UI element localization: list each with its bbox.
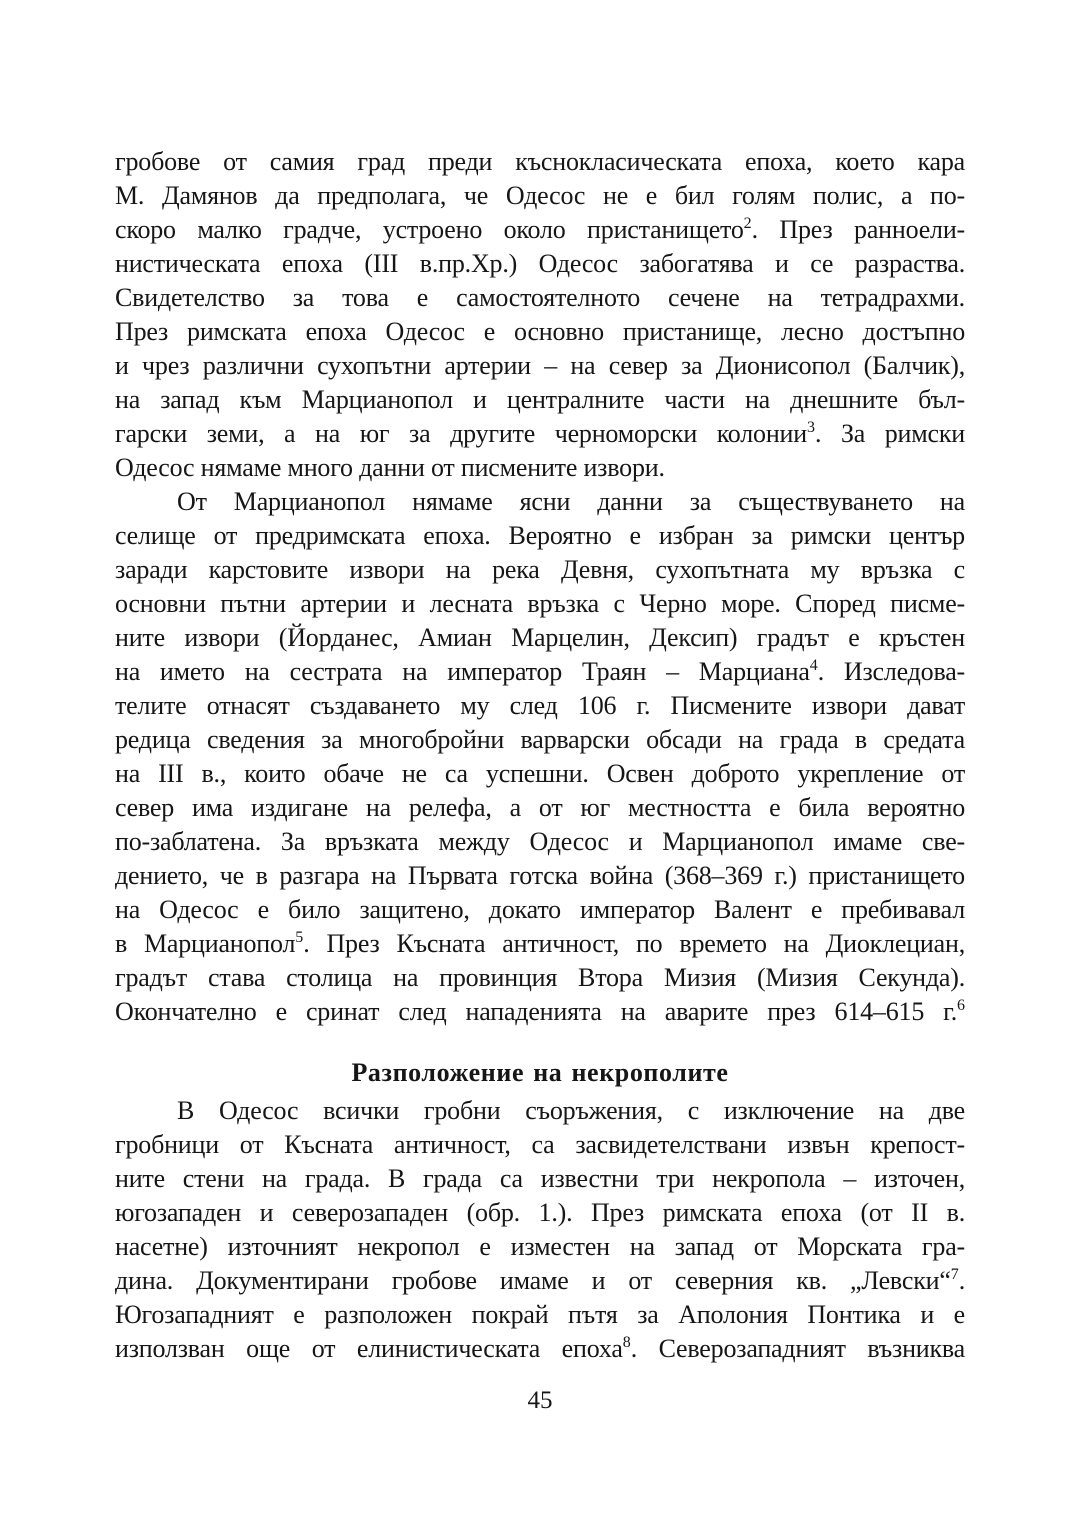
text-line: нистическата епоха (III в.пр.Хр.) Одесос забогатява и се разраства. xyxy=(115,249,965,278)
footnote-reference: 4 xyxy=(809,657,818,674)
text-line: на името на сестрата на император Траян – Марциана$^4$. Изследова- xyxy=(115,657,965,686)
text-line: на запад към Марцианопол и централните части на днешните бъл- xyxy=(115,385,965,414)
footnote-reference: 6 xyxy=(957,997,965,1014)
footnote-reference: 8 xyxy=(622,1334,631,1351)
text-line: в Марцианопол$^5$. През Късната античност, по времето на Диоклециан, xyxy=(115,929,966,958)
text-line: север има издигане на релефа, а от юг местността е била вероятно xyxy=(115,793,965,822)
text-line: дина. Документирани гробове имаме и от северния кв. „Левски“$^7$. xyxy=(115,1266,965,1295)
text-line: Одесос нямаме много данни от писмените извори. xyxy=(115,453,665,482)
text-line: редица сведения за многобройни варварски обсади на града в средата xyxy=(115,725,965,754)
text-line: югозападен и северозападен (обр. 1.). През римската епоха (от II в. xyxy=(115,1198,965,1227)
text-line: В Одесос всички гробни съоръжения, с изключение на две xyxy=(177,1096,965,1125)
text-line: Югозападният е разположен покрай пътя за Аполония Понтика и е xyxy=(115,1300,965,1329)
text-line: на III в., които обаче не са успешни. Освен доброто укрепление от xyxy=(115,759,965,788)
footnote-reference: 5 xyxy=(295,929,304,946)
text-line: селище от предримската епоха. Вероятно е избран за римски център xyxy=(115,521,965,550)
text-line: използван още от елинистическата епоха$^8$. Северозападният възниква xyxy=(115,1334,966,1363)
section-heading: Разположение на некрополите xyxy=(351,1058,729,1087)
text-line: телите отнасят създаването му след 106 г. Писмените извори дават xyxy=(115,691,965,720)
text-line: насетне) източният некропол е изместен на запад от Морската гра- xyxy=(115,1232,965,1261)
text-line: гробове от самия град преди къснокласическата епоха, което кара xyxy=(115,147,965,176)
text-line: М. Дамянов да предполага, че Одесос не е бил голям полис, а по- xyxy=(115,181,965,210)
footnote-reference: 7 xyxy=(950,1266,959,1283)
footnote-reference: 2 xyxy=(743,215,752,232)
page-number: 45 xyxy=(527,1387,553,1414)
text-line: Свидетелство за това е самостоятелното сечене на тетрадрахми. xyxy=(115,283,965,312)
text-line: Окончателно е сринат след нападенията на аварите през 614–615 г.$^6$ xyxy=(115,997,965,1026)
text-line: заради карстовите извори на река Девня, сухопътната му връзка с xyxy=(115,555,965,584)
text-line: скоро малко градче, устроено около пристанището$^2$. През ранноели- xyxy=(115,215,965,244)
text-line: гробници от Късната античност, са засвидетелствани извън крепост- xyxy=(115,1130,965,1159)
text-line: градът става столица на провинция Втора Мизия (Мизия Секунда). xyxy=(115,963,965,992)
text-line: и чрез различни сухопътни артерии – на север за Дионисопол (Балчик), xyxy=(115,351,965,380)
paragraph xyxy=(115,485,965,1029)
text-body xyxy=(115,145,965,1366)
text-line: основни пътни артерии и лесната връзка с Черно море. Според писме- xyxy=(115,589,965,618)
text-line: гарски земи, а на юг за другите черноморски колонии$^3$. За римски xyxy=(115,419,965,448)
text-line: ните извори (Йорданес, Амиан Марцелин, Дексип) градът е кръстен xyxy=(115,623,965,652)
footnote-reference: 3 xyxy=(807,419,815,436)
paragraph xyxy=(115,1094,965,1366)
text-line: на Одесос е било защитено, докато император Валент е пребивавал xyxy=(115,895,965,924)
paragraph xyxy=(115,145,965,485)
text-line: От Марцианопол нямаме ясни данни за съществуването на xyxy=(177,487,965,516)
text-line: ните стени на града. В града са известни три некропола – източен, xyxy=(115,1164,965,1193)
text-line: През римската епоха Одесос е основно пристанище, лесно достъпно xyxy=(115,317,965,346)
text-line: по-заблатена. За връзката между Одесос и Марцианопол имаме све- xyxy=(115,827,965,856)
text-line: дението, че в разгара на Първата готска война (368–369 г.) пристанището xyxy=(115,861,965,890)
